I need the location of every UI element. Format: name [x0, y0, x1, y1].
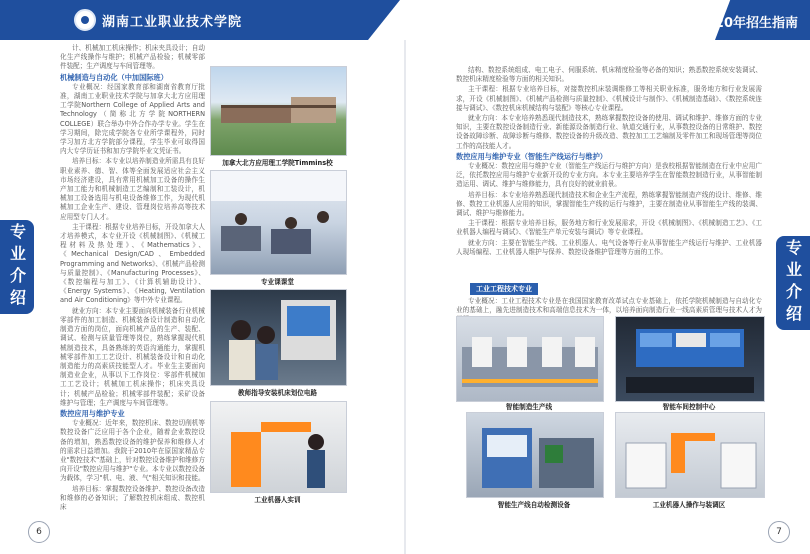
paragraph: 就业方向：本专业主要面向机械装备行业机械零部件的加工制造、机械装备设计制造和自动化制造方面的岗位，面向机械产品的生产、装配、调试、检测与质量管理等岗位，熟练掌握现代机械制造技术，具备熟练的英语沟通能力，掌握机械零部件加工工艺设计、机械装备设计和自动化制造能力的高素质技能型人才。毕业生主要面向制造业企业，从事以下工作岗位：零部件机械加工工艺设计；机械加工机床操作；机床夹具设计；机械产品检验；机械零部件装配；采矿设备维护与管理；生产调度与车间管理等。	[60, 306, 205, 407]
left-text-column	[60, 44, 205, 514]
right-text-column	[456, 66, 762, 280]
paragraph: 专业概况：工业工程技术专业是在我国国家教育改革试点专业基础上，依托学院机械制造与自动化专业的基础上，融先进制造技术和高端信息技术为一体，以培养面向制造行业一线高素质管理与技术人才为	[456, 297, 762, 315]
caption: 工业机器人实训	[254, 496, 301, 504]
paragraph: 培养目标：掌握数控设备维护、数控设备改造和维修的必备知识；了解数控机床组成、数控机床	[60, 484, 205, 511]
page-number-right: 7	[768, 521, 790, 543]
school-name: 湖南工业职业技术学院	[102, 15, 243, 30]
paragraph: 主干课程：根据专业培养目标，服务地方和行业发展需求，开设《机械制图》、《机械制造工艺》、《工业机器人编程与调试》、《智能生产单元安装与调试》等专业课程。	[456, 219, 762, 237]
caption: 加拿大北方应用理工学院Timmins校	[222, 159, 333, 167]
paragraph: 培养目标：本专业培养熟悉现代制造技术和企业生产流程，熟练掌握智能制造产线的设计、维修、维修、数控工业机器人应用的知识，掌握智能生产线的运行与维护，主要在制造业从事智能生产线的装调、调试、维护与维修能力。	[456, 190, 762, 218]
side-tab-left: 专业介绍	[0, 220, 34, 314]
caption: 智能制造生产线	[505, 403, 553, 411]
paragraph: 专业概况：经国家教育部和湖南省教育厅批准，湖南工业职业技术学院与加拿大北方应用理工学院Northern College of Applied Arts and Technology（简称北方学院NORTHERN COLLEGE）联合举办中外合作办学专业。学生在学习期间，除完成学院各专业所学课程外，同时学习加方北方学院部分课程，学生毕业可取得国内大专学历证书和加方学院毕业文凭证书。	[60, 82, 205, 156]
caption: 智能车间控制中心	[662, 403, 716, 411]
side-tab-right: 专业介绍	[776, 236, 810, 330]
page-number-left: 6	[28, 521, 50, 543]
header-bar	[0, 0, 810, 40]
caption: 教师指导安装机床划位电路	[237, 389, 318, 397]
caption: 工业机器人操作与装调区	[652, 501, 726, 509]
photo-auto-inspection	[466, 412, 604, 498]
paragraph: 主干课程：根据专业培养目标，对接数控机床装调维修工等相关职业标准，服务地方和行业发展需求，开设《机械制图》、《机械产品检测与质量控制》、《机械设计与制作》、《机械制造基础》、《数控系统连接与调试》、《数控机床机械结构与装配》等核心专业课程。	[456, 85, 762, 112]
paragraph: 结构、数控系统组成、电工电子、伺服系统、机床精度检验等必备的知识；熟悉数控系统安装调试、数控机床精度检验等方面的相关知识。	[456, 66, 762, 84]
paragraph: 就业方向：本专业培养熟悉现代制造技术，熟练掌握数控设备的使用、调试和维护、维修方面的专业知识，主要在数控设备制造行业、新能源设备制造行业、轨道交通行业，从事数控设备的日常维护、数控设备故障诊断、故障诊断与维修、数控设备的升级改造、数控加工工艺编制及零件加工和现场管理等岗位工作的高技能人才。	[456, 114, 762, 150]
photo-teaching	[210, 289, 347, 386]
paragraph: 就业方向：主要在智能生产线、工业机器人、电气设备等行业从事智能生产线运行与维护、工业机器人现场编程、工业机器人维护与保养、数控设备维护管理等方面的工作。	[456, 238, 762, 256]
photo-control-center	[615, 316, 765, 402]
section-heading: 数控应用与维护专业（智能生产线运行与维护）	[456, 151, 607, 161]
page-gutter	[404, 40, 406, 554]
school-logo-icon	[74, 9, 96, 31]
photo-classroom	[210, 170, 347, 275]
photo-campus	[210, 66, 347, 156]
photo-smart-production-line	[456, 316, 604, 402]
section-heading: 机械制造与自动化（中加国际班）	[60, 72, 168, 82]
caption: 智能生产线自动检测设备	[497, 501, 571, 509]
paragraph: 专业概况：数控应用与维护专业（智能生产线运行与维护方向）是我校根据智能制造在行业中应用广泛，依托数控应用与维护专业新开设的专业方向。本专业主要培养学生在智能数控制造行业，从事智能制造运用、调试、维护与维修能力，具有良好的就业前景。	[456, 162, 762, 189]
paragraph: 专业概况：近年来，数控机床、数控切削机等数控设备广泛应用于各个企业，随着企业数控设备的增加，熟悉数控设备的维护保养和维修人才的需求日益增加。我院于2010年在原国家精品专业"数控技术"基础上，针对数控设备维护和维修方向开设"数控应用与维护"专业。本专业以数控设备为载体，学习"机、电、液、气"相关知识和技能。	[60, 419, 205, 483]
paragraph: 计、机械加工机床操作；机床夹具设计；自动化生产线操作与维护；机械产品检验；机械零部件装配；生产调度与车间管理等。	[60, 44, 205, 71]
paragraph: 培养目标：本专业以培养制造业所需具有良好职业素养、德、智、体等全面发展适应社会主义市场经济建设，具有常用机械加工设备的操作生产加工能力和机械制造工艺编制和工装设计，机械加工设备选用与机电设备维修工作，为现代机械加工企业生产、建设、管理岗位培养高等技术应用型专门人才。	[60, 157, 205, 221]
guide-title: 2020年招生指南	[696, 16, 798, 31]
caption: 专业课课堂	[261, 278, 294, 286]
section-heading: 数控应用与维护专业	[60, 408, 125, 418]
photo-robot-area	[615, 412, 765, 498]
section-box-title: 工业工程技术专业	[470, 283, 538, 295]
photo-robot-training	[210, 401, 347, 493]
paragraph: 主干课程：根据专业培养目标，开设加拿大人才培养模式，本专业开设《机械制图》、《机械工程材料及热处理》、《Mathematics》、《Mechanical Design/CAD、Embedded Programming and Networks》、《机械产品检测与质量控制》、《Manufacturing Processes》、《数控编程与加工》、《计算机辅助设计》、《Energy Systems》、《Heating, Ventilation and Air Conditioning》等中外专业课程。	[60, 222, 205, 305]
